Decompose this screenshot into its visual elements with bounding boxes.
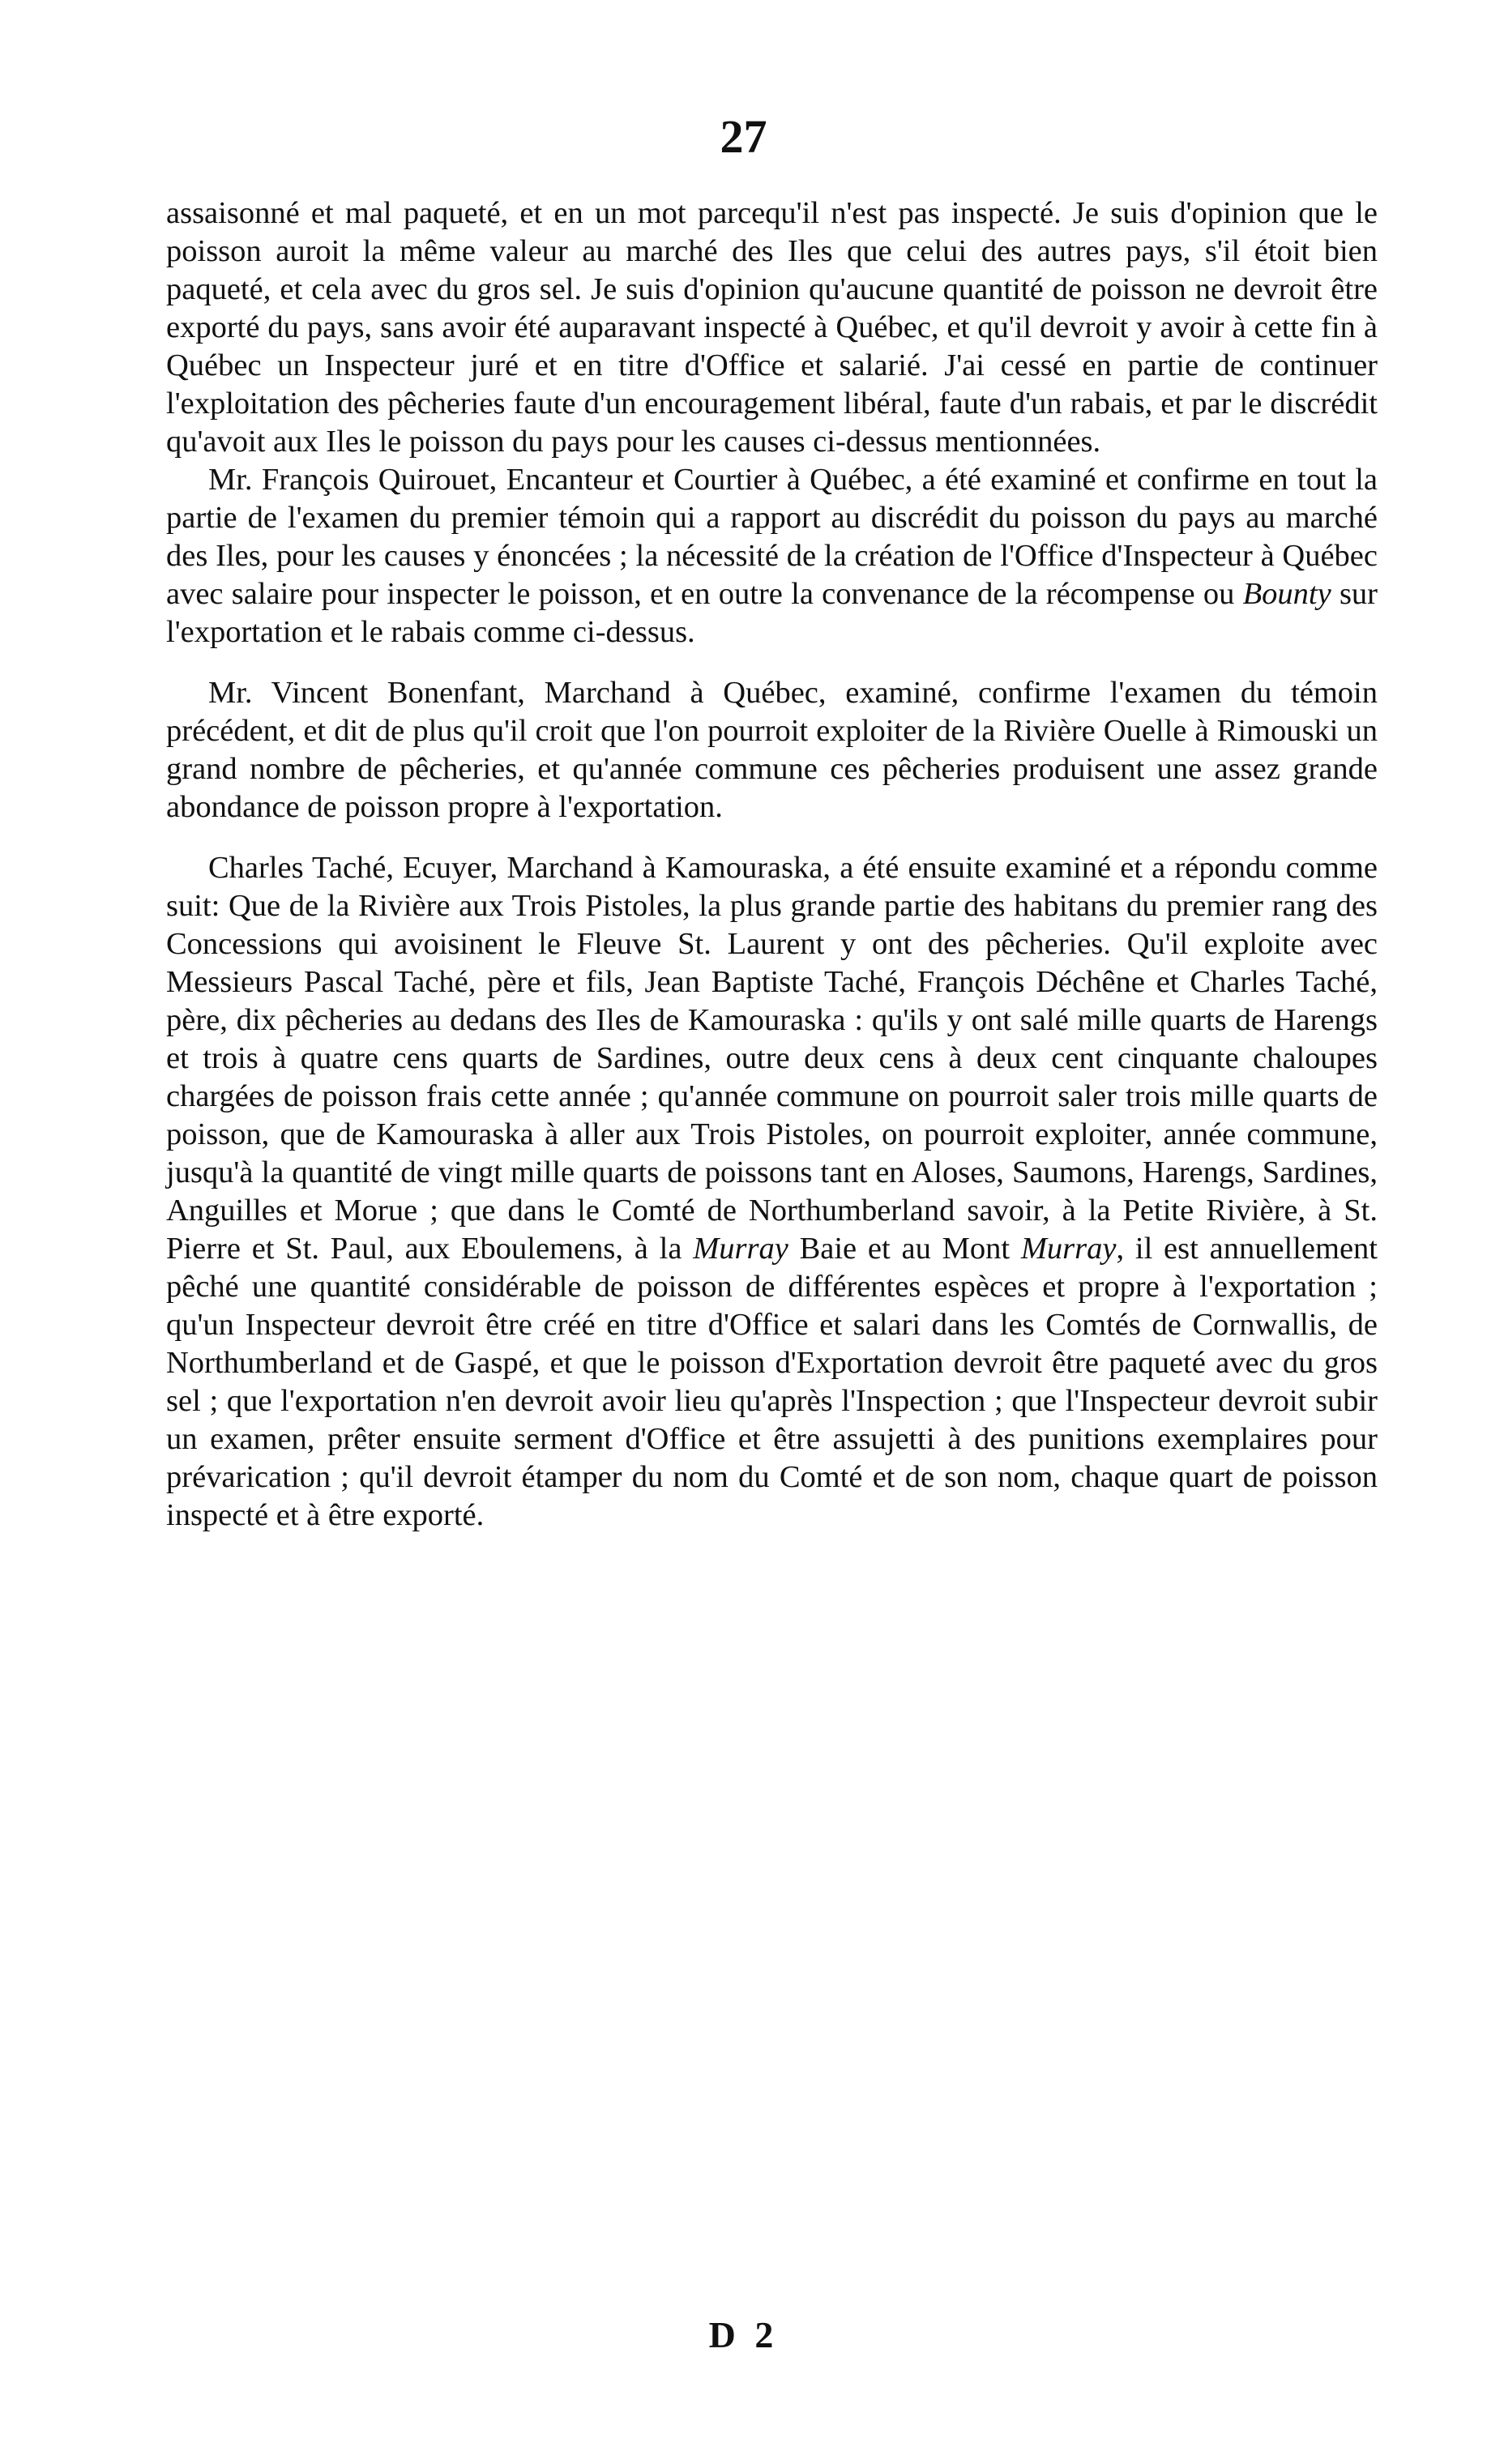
signature-mark: D 2 [708, 2314, 779, 2355]
paragraph-3: Mr. Vincent Bonenfant, Marchand à Québec, examiné, confirme l'examen du témoin précédent, et dit de plus qu'il croit que l'on pourroit exploiter de la Rivière Ouelle à Rimouski un grand nombre de pêcheries, et qu'année commune ces pêcheries produisent une assez grande abondance de poisson propre à l'exportation. [166, 676, 1378, 824]
paragraph-2-italic-term: Bounty [1242, 577, 1331, 611]
paragraph-2-text-b: sur l'exportation et le rabais comme ci-dessus. [166, 577, 1378, 649]
paragraph-2 [166, 461, 1378, 651]
page-number: 27 [720, 110, 767, 163]
paragraph-4 [166, 849, 1378, 1535]
paragraph-2-text-a: Mr. François Quirouet, Encanteur et Courtier à Québec, a été examiné et confirme en tout la partie de l'examen du premier témoin qui a rapport au discrédit du poisson du pays au marché des Iles, pour les causes y énoncées ; la nécessité de la création de l'Office d'Inspecteur à Québec avec salaire pour inspecter le poisson, et en outre la convenance de la récompense ou [166, 463, 1378, 611]
paragraph-4-italic-term-1: Murray [693, 1232, 788, 1266]
paragraph-4-italic-term-2: Murray [1020, 1232, 1117, 1266]
paragraph-4-text-b: Baie et au Mont [788, 1232, 1021, 1266]
body-text [166, 194, 1378, 1535]
paragraph-4-text-a: Charles Taché, Ecuyer, Marchand à Kamouraska, a été ensuite examiné et a répondu comme suit: Que de la Rivière aux Trois Pistoles, la plus grande partie des habitans du premier rang des Concessions qui avoisinent le Fleuve St. Laurent y ont des pêcheries. Qu'il exploite avec Messieurs Pascal Taché, père et fils, Jean Baptiste Taché, François Déchêne et Charles Taché, père, dix pêcheries au dedans des Iles de Kamouraska : qu'ils y ont salé mille quarts de Harengs et trois à quatre cens quarts de Sardines, outre deux cens à deux cent cinquante chaloupes chargées de poisson frais cette année ; qu'année commune on pourroit saler trois mille quarts de poisson, que de Kamouraska à aller aux Trois Pistoles, on pourroit exploiter, année commune, jusqu'à la quantité de vingt mille quarts de poissons tant en Aloses, Saumons, Harengs, Sardines, Anguilles et Morue ; que dans le Comté de Northumberland savoir, à la Petite Rivière, à St. Pierre et St. Paul, aux Eboulemens, à la [166, 851, 1378, 1266]
paragraph-4-text-c: , il est annuellement pêché une quantité considérable de poisson de différentes espèces et propre à l'exportation ; qu'un Inspecteur devroit être créé en titre d'Office et salari dans les Comtés de Cornwallis, de Northumberland et de Gaspé, et que le poisson d'Exportation devroit être paqueté avec du gros sel ; que l'exportation n'en devroit avoir lieu qu'après l'Inspection ; que l'Inspecteur devroit subir un examen, prêter ensuite serment d'Office et être assujetti à des punitions exemplaires pour prévarication ; qu'il devroit étamper du nom du Comté et de son nom, chaque quart de poisson inspecté et à être exporté. [166, 1232, 1378, 1532]
paragraph-1: assaisonné et mal paqueté, et en un mot parcequ'il n'est pas inspecté. Je suis d'opinion que le poisson auroit la même valeur au marché des Iles que celui des autres pays, s'il étoit bien paqueté, et cela avec du gros sel. Je suis d'opinion qu'aucune quantité de poisson ne devroit être exporté du pays, sans avoir été auparavant inspecté à Québec, et qu'il devroit y avoir à cette fin à Québec un Inspecteur juré et en titre d'Office et salarié. J'ai cessé en partie de continuer l'exploitation des pêcheries faute d'un encouragement libéral, faute d'un rabais, et par le discrédit qu'avoit aux Iles le poisson du pays pour les causes ci-dessus mentionnées. [166, 196, 1378, 459]
